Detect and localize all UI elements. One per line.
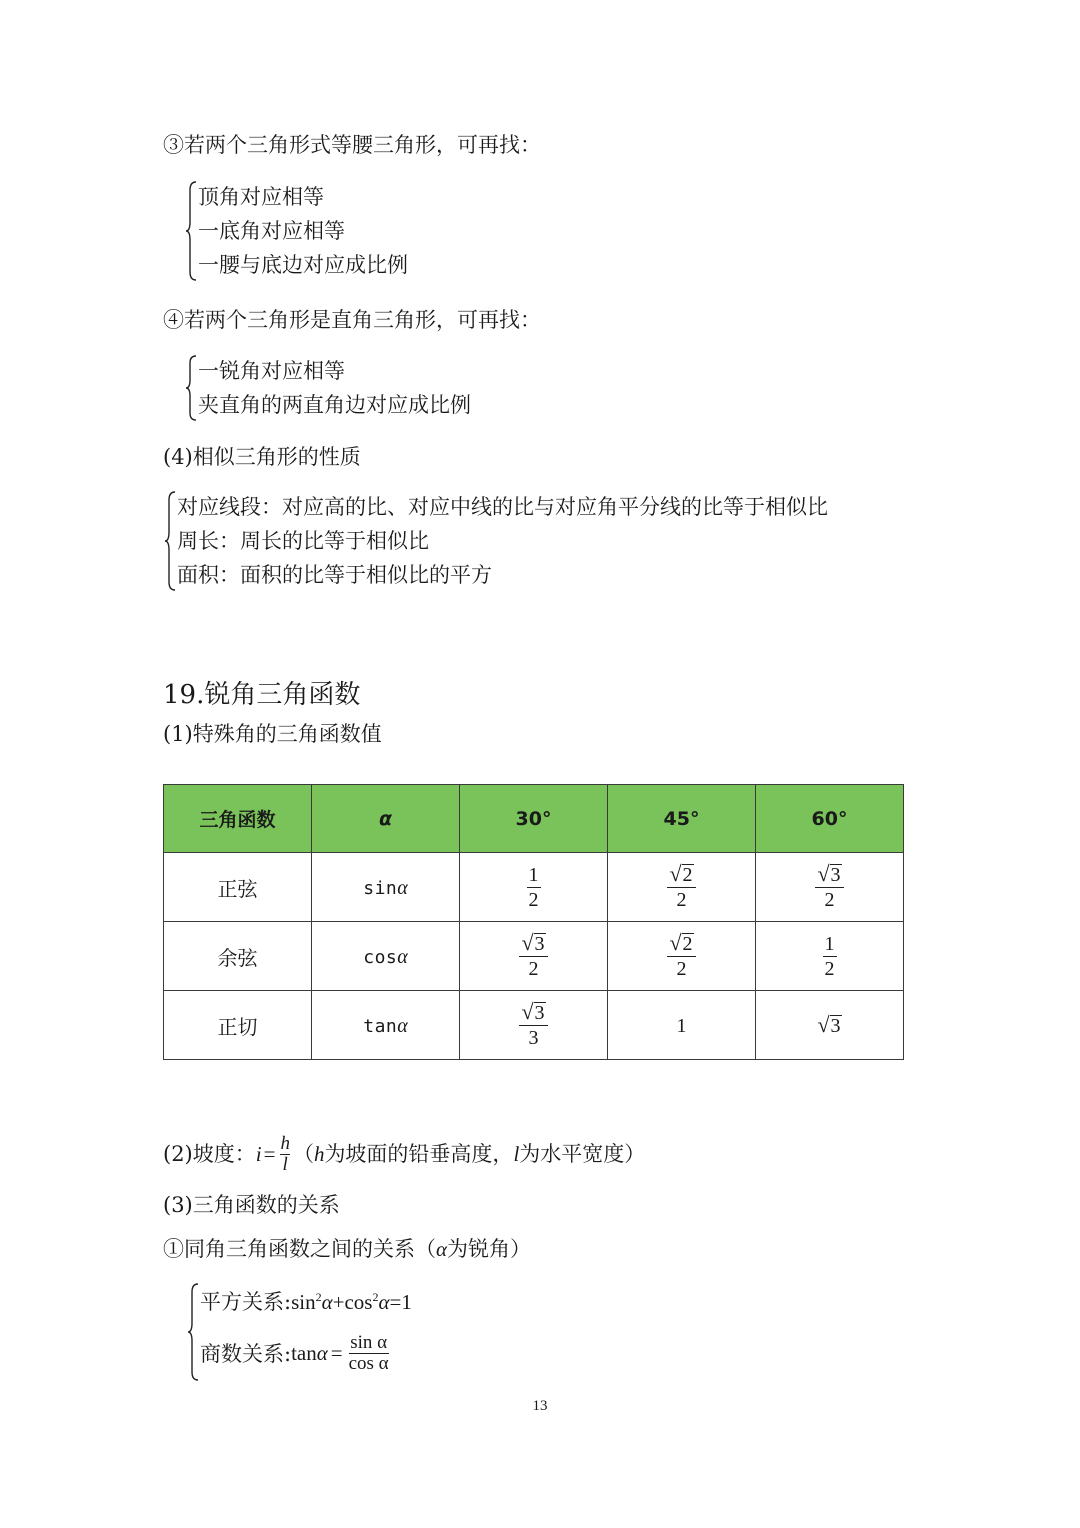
- slope-note-mid: 为坡面的铅垂高度，: [324, 1142, 514, 1166]
- relations-title: (3)三角函数的关系: [163, 1193, 340, 1217]
- quotient-fraction: $\frac{\text{sin α}}{\text{cos α}}$: [348, 1331, 389, 1374]
- section4-title: ④若两个三角形是直角三角形，可再找：: [163, 308, 541, 332]
- row-func: tanα: [312, 991, 460, 1060]
- value-cell: $\frac{1}{2}$: [460, 853, 608, 922]
- table-header: 30°: [460, 785, 608, 853]
- row-func: cosα: [312, 922, 460, 991]
- value-cell: √ 3 2: [756, 853, 904, 922]
- same-angle-title: ①同角三角函数之间的关系（α为锐角）: [163, 1237, 532, 1261]
- slope-eq: =: [263, 1142, 276, 1166]
- curly-brace-icon: [186, 180, 198, 282]
- curly-brace-icon: [188, 1282, 200, 1382]
- table-header: 60°: [756, 785, 904, 853]
- row-name: 正弦: [164, 853, 312, 922]
- value-cell: $\frac{1}{2}$: [756, 922, 904, 991]
- table-header: 45°: [608, 785, 756, 853]
- value-cell: √ 2 2: [608, 853, 756, 922]
- section3-title: ③若两个三角形式等腰三角形，可再找：: [163, 133, 541, 157]
- table-row: [164, 853, 904, 922]
- value-cell: √ 2 2: [608, 922, 756, 991]
- list-item: 面积：面积的比等于相似比的平方: [177, 563, 492, 587]
- slope-fraction: $\frac{h}{l}$: [280, 1132, 290, 1175]
- curly-brace-icon: [186, 354, 198, 422]
- list-item: 周长：周长的比等于相似比: [177, 529, 429, 553]
- slope-note-open: （: [292, 1142, 314, 1166]
- slope-note-h: h: [313, 1142, 325, 1166]
- section-heading: 19.锐角三角函数: [163, 680, 361, 710]
- slope-prefix: (2)坡度：: [163, 1142, 256, 1166]
- table-row: [164, 922, 904, 991]
- page-number: 13: [532, 1398, 548, 1414]
- table-header: α: [312, 785, 460, 853]
- list-item: 夹直角的两直角边对应成比例: [198, 393, 471, 417]
- list-item: 一锐角对应相等: [198, 359, 345, 383]
- list-item: 一腰与底边对应成比例: [198, 253, 408, 277]
- value-cell: √ 3 2: [460, 922, 608, 991]
- quotient-relation: 商数关系: tan α = $\frac{\text{sin α}}{\text{cos α}}$: [200, 1331, 389, 1374]
- properties-brace-list: [165, 490, 865, 592]
- slope-var: i: [255, 1142, 262, 1166]
- value-cell: 1: [608, 991, 756, 1060]
- value-cell: √ 3 3: [460, 991, 608, 1060]
- curly-brace-icon: [165, 490, 177, 592]
- properties-title: (4)相似三角形的性质: [163, 445, 361, 469]
- slope-note-end: 为水平宽度）: [519, 1142, 646, 1166]
- row-name: 余弦: [164, 922, 312, 991]
- row-func: sinα: [312, 853, 460, 922]
- relations-brace-list: [188, 1282, 508, 1382]
- list-item: 顶角对应相等: [198, 185, 324, 209]
- slope-line: [163, 1128, 645, 1180]
- slope-note-l: l: [513, 1142, 520, 1166]
- value-cell: √ 3: [756, 991, 904, 1060]
- square-relation: 平方关系$:\sin^2\alpha+\cos^2\alpha=1$: [200, 1290, 412, 1314]
- trig-values-table: [163, 784, 904, 1060]
- table-header: 三角函数: [164, 785, 312, 853]
- table-header-row: [164, 785, 904, 853]
- row-name: 正切: [164, 991, 312, 1060]
- list-item: 一底角对应相等: [198, 219, 345, 243]
- section4-brace-list: [186, 354, 506, 422]
- list-item: 对应线段：对应高的比、对应中线的比与对应角平分线的比等于相似比: [177, 495, 828, 519]
- section3-brace-list: [186, 180, 486, 282]
- table-row: [164, 991, 904, 1060]
- special-angles-title: (1)特殊角的三角函数值: [163, 722, 382, 746]
